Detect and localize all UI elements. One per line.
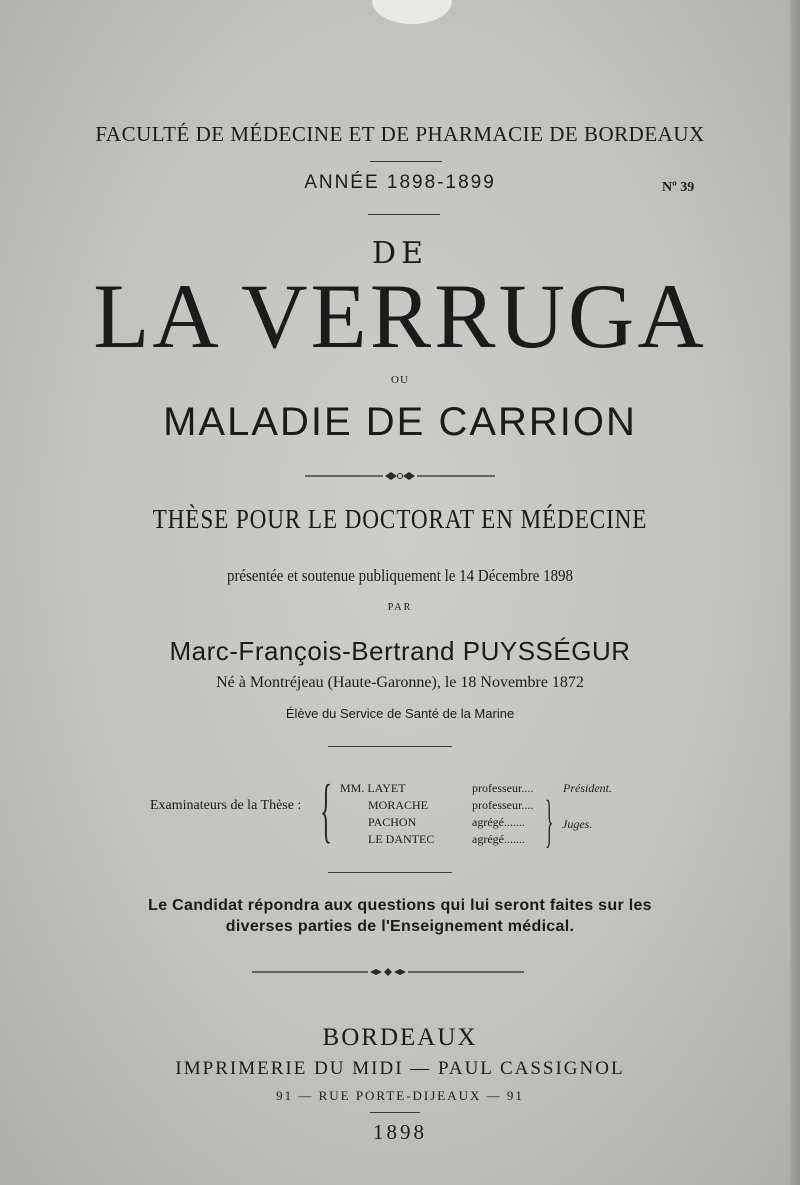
examiner-name: MORACHE — [368, 798, 429, 812]
thesis-heading: THÈSE POUR LE DOCTORAT EN MÉDECINE — [152, 504, 648, 534]
paper-tab-mark — [372, 0, 452, 24]
title-prefix: DE — [372, 236, 428, 271]
divider-rule — [368, 214, 440, 215]
faculty-heading: FACULTÉ DE MÉDECINE ET DE PHARMACIE DE BORDEAUX — [95, 122, 705, 146]
examiner-name: PACHON — [368, 815, 417, 829]
author-name: Marc-François-Bertrand PUYSSÉGUR — [169, 636, 631, 666]
juges-label: Juges. — [562, 817, 593, 831]
examiner-title: agrégé....... — [472, 832, 525, 846]
printer-address: 91 — RUE PORTE-DIJEAUX — 91 — [276, 1088, 524, 1103]
examiner-row — [0, 798, 800, 816]
publication-city: BORDEAUX — [322, 1024, 478, 1051]
notice-line: diverses parties de l'Enseignement médical. — [225, 917, 575, 935]
examiner-title: agrégé....... — [472, 815, 525, 829]
president-label: Président. — [563, 781, 612, 795]
author-status: Élève du Service de Santé de la Marine — [285, 706, 515, 721]
examiner-name: LE DANTEC — [368, 832, 435, 846]
divider-rule — [370, 1112, 420, 1113]
defense-date-line: présentée et soutenue publiquement le 14 Décembre 1898 — [226, 566, 574, 585]
by-label: PAR — [387, 602, 413, 613]
closing-brace-icon: } — [545, 788, 554, 853]
notice-line: Le Candidat répondra aux questions qui lui seront faites sur les — [148, 897, 652, 914]
examiner-name: MM. LAYET — [340, 781, 406, 795]
examiner-row — [0, 815, 800, 833]
author-birth: Né à Montréjeau (Haute-Garonne), le 18 Novembre 1872 — [216, 674, 584, 691]
academic-year: ANNÉE 1898-1899 — [304, 172, 496, 193]
divider-rule — [328, 872, 452, 873]
ornament-divider-icon — [252, 966, 524, 978]
main-title: LA VERRUGA — [93, 265, 707, 367]
divider-rule — [328, 746, 452, 747]
subtitle: MALADIE DE CARRION — [163, 400, 637, 444]
printer-name: IMPRIMERIE DU MIDI — PAUL CASSIGNOL — [175, 1058, 625, 1079]
examiner-title: professeur.... — [472, 798, 534, 812]
title-conjunction: OU — [391, 374, 409, 386]
candidate-notice — [0, 896, 800, 938]
examiner-row — [0, 832, 800, 850]
brace-icon: { — [320, 770, 333, 850]
examiners-label: Examinateurs de la Thèse : — [150, 798, 302, 813]
ornament-divider-icon — [305, 470, 495, 482]
examiner-title: professeur.... — [472, 781, 534, 795]
examiner-row — [0, 781, 800, 799]
divider-rule — [370, 161, 442, 162]
thesis-number: Nº 39 — [662, 180, 695, 195]
publication-year: 1898 — [373, 1120, 427, 1144]
